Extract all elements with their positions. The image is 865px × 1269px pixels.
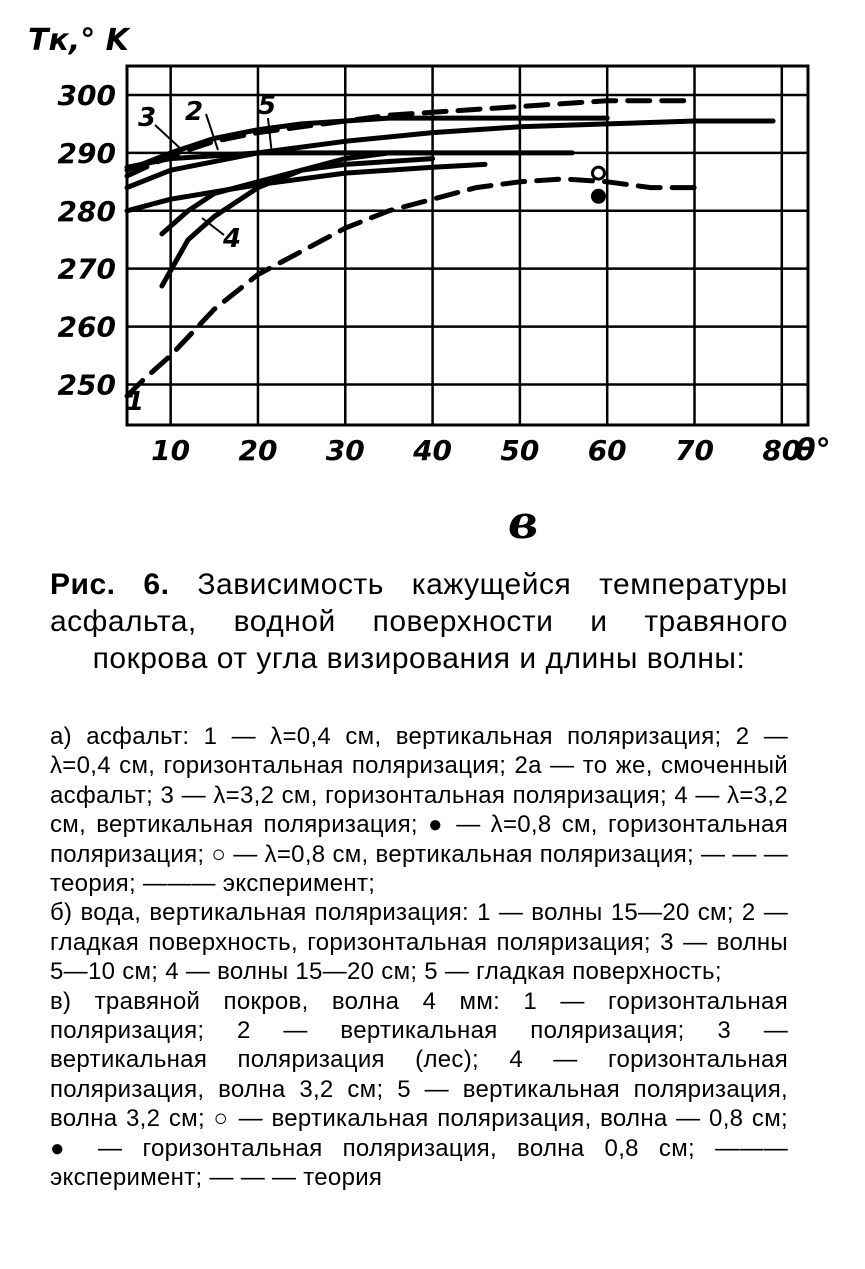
x-tick-label: 30: [325, 434, 365, 467]
x-tick-label: 20: [238, 434, 278, 467]
legend-grass: в) травяной покров, волна 4 мм: 1 — горизонтальная поляризация; 2 — вертикальная поляризация; 3 — вертикальная поляризация (лес); 4 — горизонтальная поляризация, волна 3,2 см; 5 — вертикальная поляризация, волна 3,2 см; ○ — вертикальная поляризация, волна — 0,8 см; ● — горизонтальная поляризация, волна 0,8 см; ——— эксперимент; — — — теория: [50, 987, 788, 1192]
points-layer: [592, 167, 604, 202]
curve-label-4: 4: [223, 224, 242, 254]
chart: [0, 0, 865, 560]
curve-label-2: 2: [185, 97, 204, 127]
y-tick-label: 290: [57, 136, 116, 170]
y-tick-label: 260: [57, 310, 116, 344]
y-tick-label: 280: [57, 194, 116, 228]
y-tick-label: 270: [57, 252, 116, 286]
figure-legend: [50, 722, 788, 1193]
series-line-extra-8: [127, 211, 131, 396]
x-tick-label: 80: [762, 434, 802, 467]
figure-label: Рис. 6.: [50, 568, 170, 601]
figure-caption-text: Зависимость кажущейся температуры асфальта, водной поверхности и травяного покрова от угла визирования и длины волны:: [50, 568, 788, 675]
x-tick-label: 70: [675, 434, 714, 467]
x-axis-label: θ°: [795, 433, 831, 468]
x-tick-label: 10: [151, 434, 191, 467]
y-tick-label: 300: [57, 78, 116, 112]
x-tick-label: 50: [500, 434, 540, 467]
curve-label-1: 1: [126, 387, 145, 417]
x-tick-label: 60: [587, 434, 627, 467]
y-tick-labels: [58, 79, 116, 402]
figure-caption: [50, 566, 788, 677]
x-tick-labels: [151, 434, 801, 467]
open-point: [592, 167, 604, 179]
panel-letter: в: [508, 495, 539, 549]
x-tick-label: 40: [413, 434, 453, 467]
legend-water: б) вода, вертикальная поляризация: 1 — волны 15—20 см; 2 — гладкая поверхность, горизонтальная поляризация; 3 — волны 5—10 см; 4 — волны 15—20 см; 5 — гладкая поверхность;: [50, 899, 788, 986]
y-axis-label: Tк,° K: [28, 23, 129, 58]
curve-label-5: 5: [258, 91, 277, 121]
curve-label-3: 3: [138, 103, 157, 133]
legend-asphalt: а) асфальт: 1 — λ=0,4 см, вертикальная поляризация; 2 — λ=0,4 см, горизонтальная поляризация; 2а — то же, смоченный асфальт; 3 — λ=3,2 см, горизонтальная поляризация; 4 — λ=3,2 см, вертикальная поляризация; ● — λ=0,8 см, горизонтальная поляризация; ○ — λ=0,8 см, вертикальная поляризация; — — — теория; ——— эксперимент;: [50, 723, 788, 898]
y-tick-label: 250: [57, 368, 116, 402]
filled-point: [592, 190, 604, 202]
